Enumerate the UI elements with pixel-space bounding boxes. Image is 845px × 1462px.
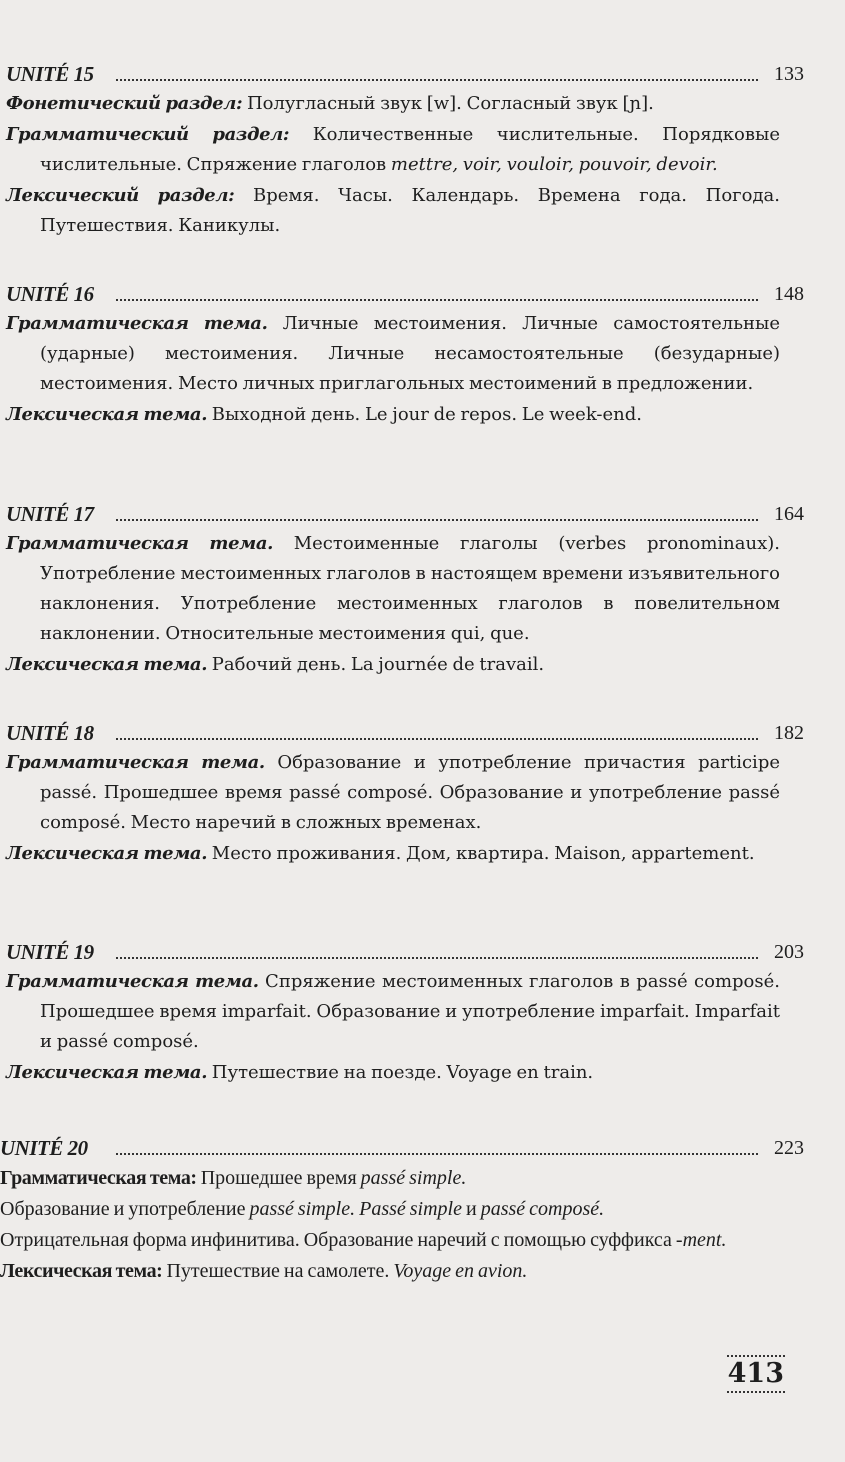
entry-label: Лексическая тема. [6,843,208,864]
entry-text: Отрицательная форма инфинитива. Образование наречий с помощью суффикса [0,1229,676,1251]
toc-unit [0,280,810,430]
unit-page-number: 148 [774,283,804,305]
entry-text: Личные местоимения. Личные самостоятельные (ударные) местоимения. Личные несамостоятельные (безударные) местоимения. Место личных приглагольных местоимений в предложении. [40,313,780,394]
entry-label: Лексическая тема. [6,654,208,675]
unit-entry [6,181,780,241]
unit-entry [6,529,780,649]
unit-entry [6,650,780,680]
unit-title: UNITÉ 18 [6,721,94,745]
entry-text: Путешествие на поезде. Voyage en train. [207,1062,594,1083]
dot-leader [116,738,758,740]
unit-heading [0,280,810,308]
entry-label: Лексический раздел: [6,185,235,206]
entry-label: Грамматический раздел: [6,124,290,145]
unit-entry [6,1058,780,1088]
toc-unit [0,500,810,680]
unit-title: UNITÉ 19 [6,940,94,964]
unit-heading [0,938,810,966]
unit-page-number: 164 [774,503,804,525]
unit-entry [0,1256,740,1286]
entry-text: Полугласный звук [w]. Согласный звук [ɲ]. [242,93,654,114]
entry-text: Спряжение местоименных глаголов в passé composé. Прошедшее время imparfait. Образование и употребление imparfait. Imparfait и passé composé. [40,971,780,1052]
toc-unit [0,719,810,869]
toc-unit [0,938,810,1088]
unit-page-number: 203 [774,941,804,963]
unit-entry [0,1163,740,1193]
unit-entry [6,748,780,838]
unit-entry [6,89,780,119]
unit-heading [0,60,810,88]
page-number: 413 [727,1355,785,1393]
entry-label: Лексическая тема: [0,1260,163,1282]
entry-text: Местоименные глаголы (verbes pronominaux). Употребление местоименных глаголов в настоящем времени изъявительного наклонения. Употребление местоименных глаголов в повелительном наклонении. Относительные местоимения qui, que. [40,533,780,644]
entry-label: Грамматическая тема: [0,1167,197,1189]
unit-title: UNITÉ 20 [0,1136,88,1160]
toc-unit [0,60,810,241]
unit-title: UNITÉ 17 [6,502,94,526]
dot-leader [116,79,758,81]
entry-text: Voyage en avion. [393,1260,528,1282]
entry-label: Грамматическая тема. [6,971,259,992]
unit-heading [0,1134,810,1162]
unit-entry [6,400,780,430]
entry-text: Образование и употребление [0,1198,250,1220]
entry-text: Путешествие на самолете. [162,1260,394,1282]
unit-entry [6,309,780,399]
dot-leader [116,519,758,521]
entry-text: passé simple. [360,1167,467,1189]
unit-title: UNITÉ 16 [6,282,94,306]
dot-leader [116,299,758,301]
dot-leader [116,957,758,959]
entry-label: Лексическая тема. [6,1062,208,1083]
entry-text: Время. Часы. Календарь. Времена года. Погода. Путешествия. Каникулы. [40,185,780,236]
entry-text: Рабочий день. La journée de travail. [207,654,545,675]
unit-entry [0,1225,740,1255]
entry-text: Выходной день. Le jour de repos. Le week-end. [207,404,642,425]
unit-entry [6,839,780,869]
entry-label: Лексическая тема. [6,404,208,425]
unit-heading [0,500,810,528]
unit-entry [6,967,780,1057]
unit-entry [0,1194,740,1224]
entry-text: mettre, voir, vouloir, pouvoir, devoir. [390,154,718,175]
entry-text: passé composé. [480,1198,605,1220]
entry-label: Грамматическая тема. [6,313,268,334]
entry-label: Грамматическая тема. [6,533,273,554]
toc-unit [0,1134,810,1286]
entry-label: Грамматическая тема. [6,752,265,773]
unit-page-number: 133 [774,63,804,85]
entry-text: -ment. [675,1229,727,1251]
unit-title: UNITÉ 15 [6,62,94,86]
entry-label: Фонетический раздел: [6,93,243,114]
entry-text: passé simple. Passé simple [249,1198,462,1220]
unit-entry [6,120,780,180]
entry-text: Прошедшее время [196,1167,361,1189]
dot-leader [116,1153,758,1155]
entry-text: Место проживания. Дом, квартира. Maison, appartement. [207,843,755,864]
entry-text: Образование и употребление причастия participe passé. Прошедшее время passé composé. Образование и употребление passé composé. Место наречий в сложных временах. [40,752,780,833]
unit-page-number: 182 [774,722,804,744]
unit-heading [0,719,810,747]
unit-page-number: 223 [774,1137,804,1159]
entry-text: и [462,1198,481,1220]
entry-text: Количественные числительные. Порядковые числительные. Спряжение глаголов [40,124,780,175]
